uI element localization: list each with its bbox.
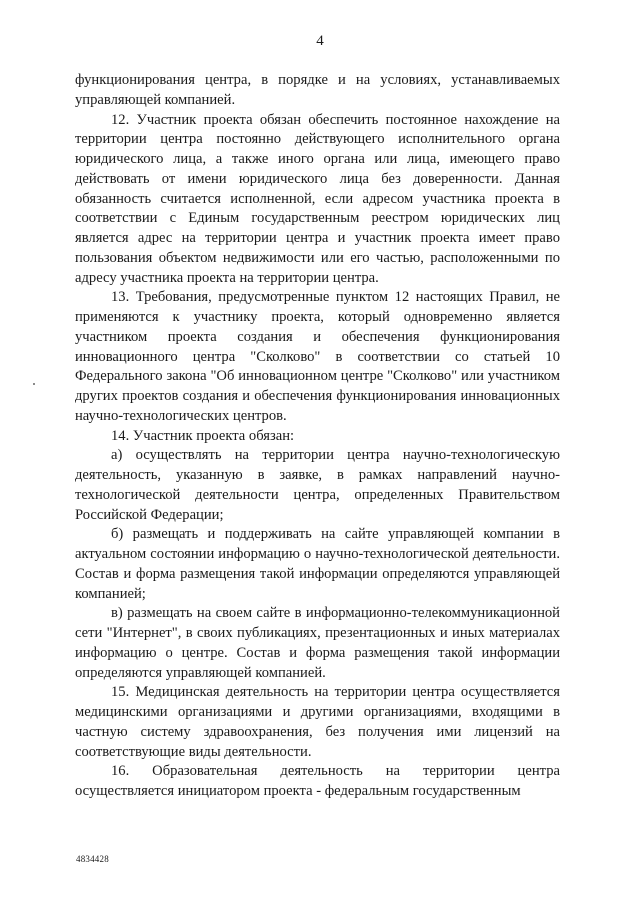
paragraph-15: 15. Медицинская деятельность на территории центра осуществляется медицинскими организациями и другими организациями, входящими в частную систему здравоохранения, без получения ими лицензий на соответствующие виды деятельности. [75, 684, 560, 760]
paragraph-14: 14. Участник проекта обязан: [111, 427, 295, 444]
document-id: 4834428 [76, 854, 109, 864]
paragraph-13: 13. Требования, предусмотренные пунктом 12 настоящих Правил, не применяются к участнику проекта, который одновременно является участником проекта создания и обеспечения функционирования инновационного центра "Сколково" в соответствии со статьей 10 Федерального закона "Об инновационном центре "Сколково" или участником других проектов создания и обеспечения функционирования инновационных научно-технологических центров. [75, 289, 560, 424]
page-number: 4 [316, 33, 324, 49]
document-body [75, 71, 560, 802]
paragraph-16: 16. Образовательная деятельность на территории центра осуществляется инициатором проекта - федеральным государственным [75, 763, 560, 799]
margin-mark [33, 383, 35, 385]
paragraph-12: 12. Участник проекта обязан обеспечить постоянное нахождение на территории центра постоянно действующего исполнительного органа юридического лица, а также иного органа или лица, имеющего право действовать от имени юридического лица без доверенности. Данная обязанность считается исполненной, если адресом участника проекта в соответствии с Единым государственным реестром юридических лиц является адрес на территории центра и участник проекта имеет право пользования объектом недвижимости или его частью, расположенными по адресу участника проекта на территории центра. [75, 111, 560, 286]
paragraph-14-b: б) размещать и поддерживать на сайте управляющей компании в актуальном состоянии информацию о научно-технологической деятельности. Состав и форма размещения такой информации определяются управляющей компанией; [75, 526, 560, 602]
paragraph-14-v: в) размещать на своем сайте в информационно-телекоммуникационной сети "Интернет", в своих публикациях, презентационных и иных материалах информацию о центре. Состав и форма размещения такой информации определяются управляющей компанией. [75, 605, 560, 681]
paragraph-continuation: функционирования центра, в порядке и на условиях, устанавливаемых управляющей компанией. [75, 72, 560, 108]
paragraph-14-a: а) осуществлять на территории центра научно-технологическую деятельность, указанную в заявке, в рамках направлений научно-технологической деятельности центра, определенных Правительством Российской Федерации; [75, 447, 560, 523]
